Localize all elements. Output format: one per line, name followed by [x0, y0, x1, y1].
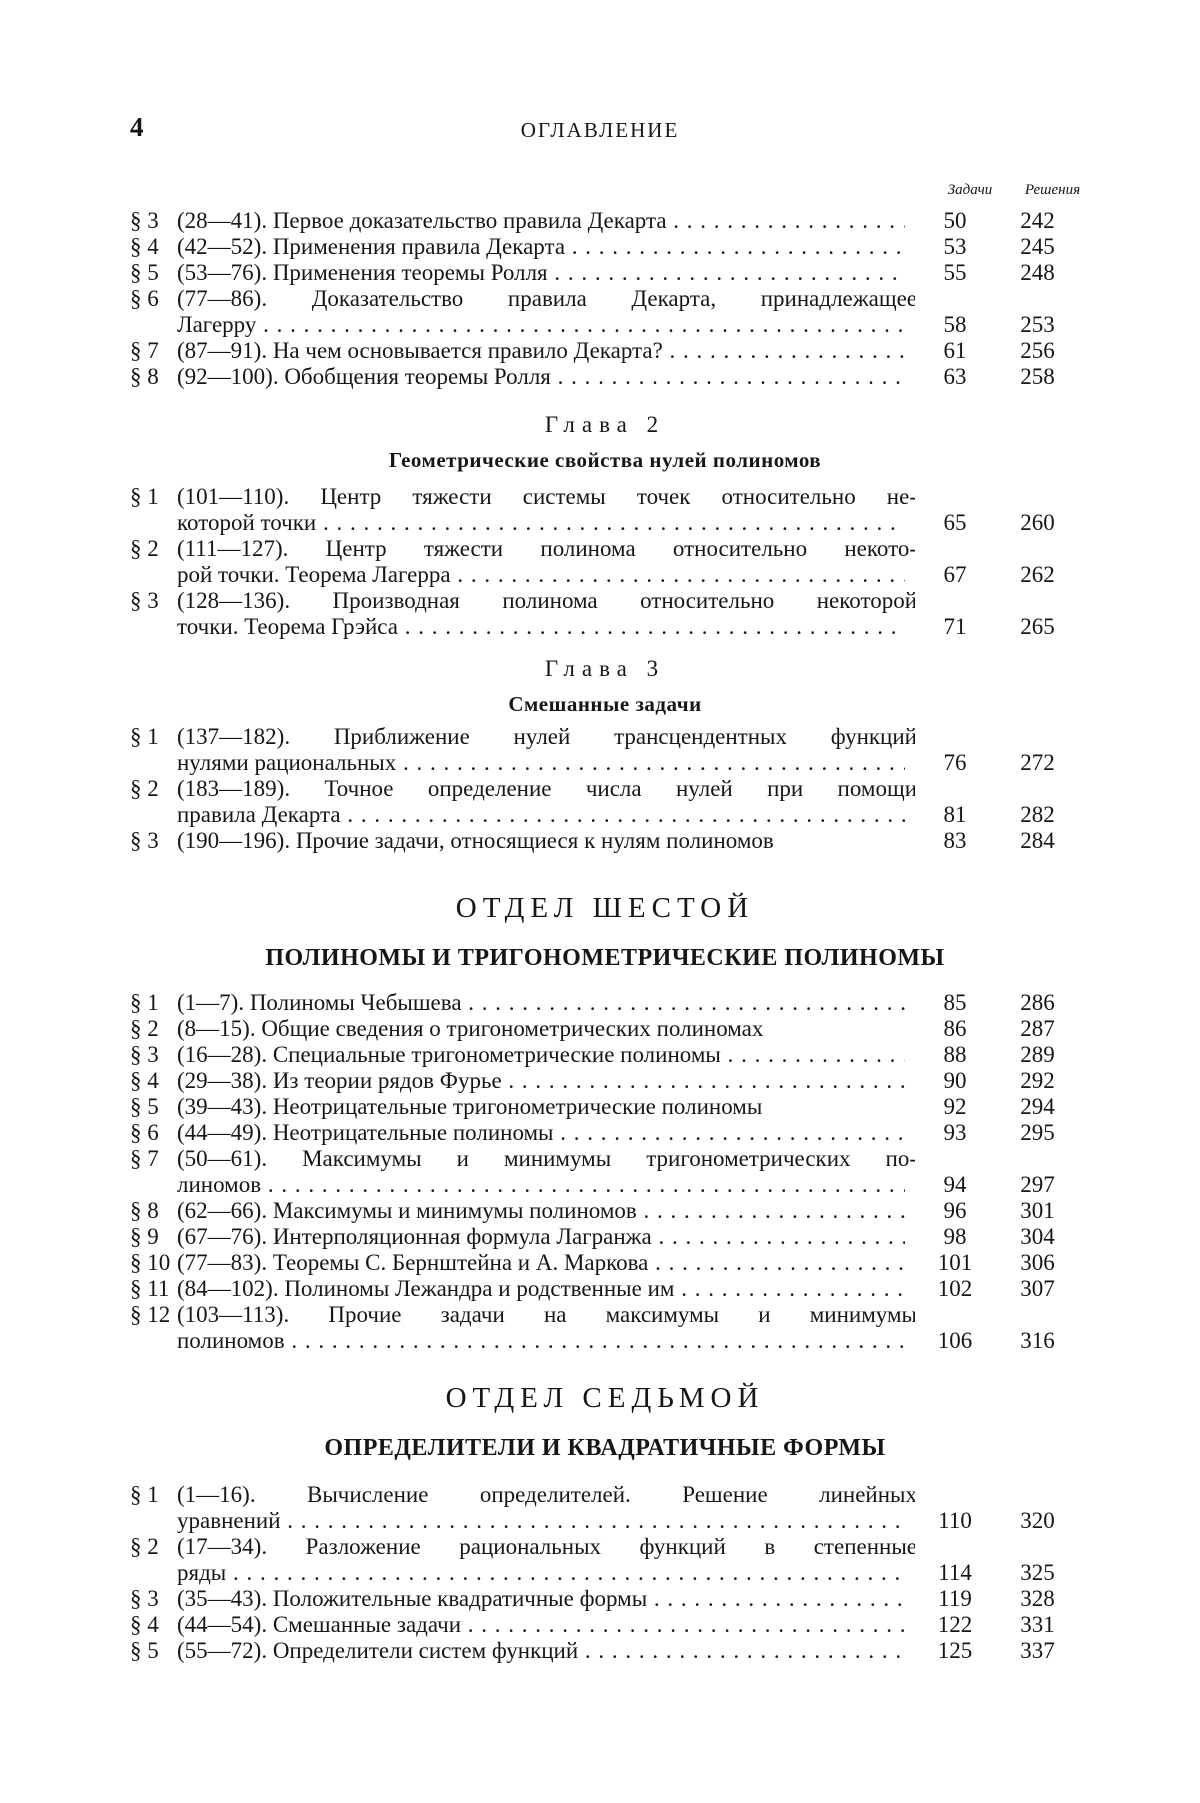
problems-page: 96 — [915, 1198, 995, 1224]
problems-page: 58 — [915, 312, 995, 338]
column-headers — [930, 182, 1095, 206]
problems-page: 102 — [915, 1276, 995, 1302]
entry-title — [177, 1198, 915, 1224]
solutions-page: 272 — [995, 750, 1080, 776]
solutions-page: 320 — [995, 1508, 1080, 1534]
entry-title-line: (44—49). Неотрицательные полиномы . . . — [177, 1120, 905, 1145]
entry-title-line: (39—43). Неотрицательные тригонометрические полиномы — [177, 1094, 762, 1119]
entry-title — [177, 536, 915, 588]
problems-column-header: Задачи — [930, 182, 1010, 199]
problems-page: 86 — [915, 1016, 995, 1042]
entry-title-line: (77—86). Доказательство правила Декарта, принадлежащее — [177, 286, 915, 311]
solutions-page: 289 — [995, 1042, 1080, 1068]
solutions-page: 297 — [995, 1172, 1080, 1198]
entry-title-line: (50—61). Максимумы и минимумы тригонометрических по- — [177, 1146, 915, 1171]
entry-title-line: (92—100). Обобщения теоремы Ролля . . . — [177, 364, 905, 389]
section-number: § 5 — [130, 1638, 177, 1664]
section-number: § 2 — [130, 776, 177, 802]
toc-entry — [130, 1586, 1080, 1612]
page-header — [130, 112, 1070, 152]
entry-title — [177, 990, 915, 1016]
entry-title-line: (103—113). Прочие задачи на максимумы и минимумы — [177, 1302, 915, 1327]
problems-page: 83 — [915, 828, 995, 854]
section-number: § 12 — [130, 1302, 177, 1328]
solutions-page: 295 — [995, 1120, 1080, 1146]
problems-page: 93 — [915, 1120, 995, 1146]
problems-page: 106 — [915, 1328, 995, 1354]
entry-title-line: (16—28). Специальные тригонометрические полиномы . . . — [177, 1042, 905, 1067]
entry-title — [177, 1094, 915, 1120]
toc-entry — [130, 1482, 1080, 1534]
section-number: § 1 — [130, 484, 177, 510]
entry-title-line: правила Декарта . . . — [177, 802, 905, 827]
problems-page: 53 — [915, 234, 995, 260]
entry-title — [177, 828, 915, 854]
entry-title-line: Лагерру . . . — [177, 312, 905, 337]
section-number: § 5 — [130, 260, 177, 286]
problems-page: 110 — [915, 1508, 995, 1534]
section-number: § 2 — [130, 1534, 177, 1560]
section-number: § 3 — [130, 1042, 177, 1068]
entry-title — [177, 776, 915, 828]
part-subtitle: ОПРЕДЕЛИТЕЛИ И КВАДРАТИЧНЫЕ ФОРМЫ — [130, 1435, 1080, 1462]
entry-title-line: точки. Теорема Грэйса . . . — [177, 614, 905, 639]
toc-entry — [130, 1276, 1080, 1302]
solutions-page: 328 — [995, 1586, 1080, 1612]
toc-block-chapter1 — [130, 208, 1080, 390]
toc-entry — [130, 1302, 1080, 1354]
section-number: § 3 — [130, 588, 177, 614]
entry-title-line: уравнений . . . — [177, 1508, 905, 1533]
entry-title — [177, 1276, 915, 1302]
problems-page: 55 — [915, 260, 995, 286]
toc-entry — [130, 364, 1080, 390]
entry-title-line: (8—15). Общие сведения о тригонометрических полиномах — [177, 1016, 763, 1041]
running-title: ОГЛАВЛЕНИЕ — [130, 118, 1070, 143]
problems-page: 122 — [915, 1612, 995, 1638]
solutions-page: 253 — [995, 312, 1080, 338]
entry-title-line: (137—182). Приближение нулей трансцендентных функций — [177, 724, 915, 749]
entry-title-line: (42—52). Применения правила Декарта . . . — [177, 234, 905, 259]
toc-block-part7 — [130, 1482, 1080, 1664]
toc-entry — [130, 724, 1080, 776]
problems-page: 65 — [915, 510, 995, 536]
toc-block-part6 — [130, 990, 1080, 1354]
entry-title — [177, 484, 915, 536]
entry-title-line: (44—54). Смешанные задачи . . . — [177, 1612, 905, 1637]
solutions-page: 307 — [995, 1276, 1080, 1302]
section-number: § 5 — [130, 1094, 177, 1120]
solutions-column-header: Решения — [1010, 182, 1095, 199]
problems-page: 88 — [915, 1042, 995, 1068]
problems-page: 76 — [915, 750, 995, 776]
entry-title-line: (183—189). Точное определение числа нулей при помощи — [177, 776, 915, 801]
entry-title — [177, 1016, 915, 1042]
section-number: § 4 — [130, 1612, 177, 1638]
section-number: § 2 — [130, 1016, 177, 1042]
entry-title-line: нулями рациональных . . . — [177, 750, 905, 775]
section-number: § 1 — [130, 990, 177, 1016]
entry-title-line: (128—136). Производная полинома относительно некоторой — [177, 588, 915, 613]
toc-entry — [130, 776, 1080, 828]
section-number: § 2 — [130, 536, 177, 562]
section-number: § 3 — [130, 828, 177, 854]
entry-title-line: полиномов . . . — [177, 1328, 905, 1353]
toc-entry — [130, 1146, 1080, 1198]
entry-title-line: (101—110). Центр тяжести системы точек относительно не- — [177, 484, 915, 509]
solutions-page: 316 — [995, 1328, 1080, 1354]
problems-page: 101 — [915, 1250, 995, 1276]
entry-title — [177, 1068, 915, 1094]
problems-page: 63 — [915, 364, 995, 390]
entry-title-line: (28—41). Первое доказательство правила Декарта . . . — [177, 208, 905, 233]
chapter-3-heading — [130, 656, 1080, 717]
toc-entry — [130, 338, 1080, 364]
section-number: § 6 — [130, 286, 177, 312]
entry-title — [177, 234, 915, 260]
problems-page: 90 — [915, 1068, 995, 1094]
entry-title — [177, 286, 915, 338]
entry-title-line: (29—38). Из теории рядов Фурье . . . — [177, 1068, 905, 1093]
toc-block-chapter2 — [130, 484, 1080, 640]
problems-page: 98 — [915, 1224, 995, 1250]
entry-title-line: рой точки. Теорема Лагерра . . . — [177, 562, 905, 587]
solutions-page: 284 — [995, 828, 1080, 854]
chapter-title: Геометрические свойства нулей полиномов — [130, 448, 1080, 473]
entry-title-line: (67—76). Интерполяционная формула Лагранжа . . . — [177, 1224, 905, 1249]
solutions-page: 258 — [995, 364, 1080, 390]
toc-entry — [130, 1534, 1080, 1586]
entry-title-line: (77—83). Теоремы С. Бернштейна и А. Маркова . . . — [177, 1250, 905, 1275]
toc-entry — [130, 484, 1080, 536]
entry-title-line: (1—7). Полиномы Чебышева . . . — [177, 990, 905, 1015]
problems-page: 125 — [915, 1638, 995, 1664]
entry-title-line: (84—102). Полиномы Лежандра и родственные им . . . — [177, 1276, 905, 1301]
entry-title — [177, 1534, 915, 1586]
solutions-page: 248 — [995, 260, 1080, 286]
problems-page: 114 — [915, 1560, 995, 1586]
solutions-page: 242 — [995, 208, 1080, 234]
entry-title-line: (190—196). Прочие задачи, относящиеся к нулям полиномов — [177, 828, 774, 853]
entry-title-line: (62—66). Максимумы и минимумы полиномов . . . — [177, 1198, 905, 1223]
toc-entry — [130, 1250, 1080, 1276]
solutions-page: 304 — [995, 1224, 1080, 1250]
entry-title-line: (53—76). Применения теоремы Ролля . . . — [177, 260, 905, 285]
problems-page: 67 — [915, 562, 995, 588]
toc-entry — [130, 828, 1080, 854]
book-page — [0, 0, 1200, 1803]
entry-title — [177, 1224, 915, 1250]
entry-title — [177, 724, 915, 776]
toc-entry — [130, 1016, 1080, 1042]
entry-title — [177, 260, 915, 286]
solutions-page: 301 — [995, 1198, 1080, 1224]
chapter-label: Глава 3 — [130, 656, 1080, 682]
solutions-page: 294 — [995, 1094, 1080, 1120]
toc-entry — [130, 1638, 1080, 1664]
part-6-heading — [130, 892, 1080, 972]
solutions-page: 245 — [995, 234, 1080, 260]
part-title: ОТДЕЛ СЕДЬМОЙ — [130, 1382, 1080, 1415]
solutions-page: 287 — [995, 1016, 1080, 1042]
solutions-page: 292 — [995, 1068, 1080, 1094]
entry-title-line: (111—127). Центр тяжести полинома относительно некото- — [177, 536, 915, 561]
entry-title — [177, 1042, 915, 1068]
entry-title-line: (35—43). Положительные квадратичные формы . . . — [177, 1586, 905, 1611]
section-number: § 10 — [130, 1250, 177, 1276]
toc-entry — [130, 536, 1080, 588]
entry-title — [177, 1146, 915, 1198]
entry-title — [177, 338, 915, 364]
part-title: ОТДЕЛ ШЕСТОЙ — [130, 892, 1080, 925]
toc-entry — [130, 1120, 1080, 1146]
entry-title-line: линомов . . . — [177, 1172, 905, 1197]
problems-page: 94 — [915, 1172, 995, 1198]
section-number: § 6 — [130, 1120, 177, 1146]
entry-title-line: (1—16). Вычисление определителей. Решение линейных — [177, 1482, 915, 1507]
chapter-label: Глава 2 — [130, 412, 1080, 438]
toc-entry — [130, 588, 1080, 640]
solutions-page: 256 — [995, 338, 1080, 364]
toc-entry — [130, 234, 1080, 260]
section-number: § 4 — [130, 234, 177, 260]
entry-title — [177, 1612, 915, 1638]
chapter-title: Смешанные задачи — [130, 692, 1080, 717]
section-number: § 3 — [130, 1586, 177, 1612]
section-number: § 9 — [130, 1224, 177, 1250]
toc-entry — [130, 1068, 1080, 1094]
entry-title — [177, 1302, 915, 1354]
page-number: 4 — [130, 112, 144, 143]
entry-title-line: (55—72). Определители систем функций . . . — [177, 1638, 905, 1663]
toc-entry — [130, 1612, 1080, 1638]
entry-title — [177, 364, 915, 390]
toc-entry — [130, 1042, 1080, 1068]
toc-entry — [130, 1094, 1080, 1120]
solutions-page: 331 — [995, 1612, 1080, 1638]
entry-title — [177, 1120, 915, 1146]
toc-entry — [130, 260, 1080, 286]
entry-title-line: (17—34). Разложение рациональных функций в степенные — [177, 1534, 915, 1559]
entry-title-line: (87—91). На чем основывается правило Декарта? . . . — [177, 338, 905, 363]
toc-entry — [130, 286, 1080, 338]
problems-page: 92 — [915, 1094, 995, 1120]
solutions-page: 260 — [995, 510, 1080, 536]
toc-entry — [130, 1224, 1080, 1250]
solutions-page: 306 — [995, 1250, 1080, 1276]
part-subtitle: ПОЛИНОМЫ И ТРИГОНОМЕТРИЧЕСКИЕ ПОЛИНОМЫ — [130, 945, 1080, 972]
section-number: § 3 — [130, 208, 177, 234]
entry-title — [177, 588, 915, 640]
entry-title-line: которой точки . . . — [177, 510, 905, 535]
entry-title-line: ряды . . . — [177, 1560, 905, 1585]
part-7-heading — [130, 1382, 1080, 1462]
problems-page: 119 — [915, 1586, 995, 1612]
entry-title — [177, 1638, 915, 1664]
entry-title — [177, 208, 915, 234]
solutions-page: 286 — [995, 990, 1080, 1016]
section-number: § 4 — [130, 1068, 177, 1094]
problems-page: 61 — [915, 338, 995, 364]
solutions-page: 282 — [995, 802, 1080, 828]
section-number: § 8 — [130, 364, 177, 390]
toc-entry — [130, 990, 1080, 1016]
problems-page: 81 — [915, 802, 995, 828]
entry-title — [177, 1586, 915, 1612]
section-number: § 1 — [130, 1482, 177, 1508]
entry-title — [177, 1250, 915, 1276]
solutions-page: 325 — [995, 1560, 1080, 1586]
toc-entry — [130, 1198, 1080, 1224]
solutions-page: 265 — [995, 614, 1080, 640]
section-number: § 8 — [130, 1198, 177, 1224]
section-number: § 11 — [130, 1276, 177, 1302]
solutions-page: 337 — [995, 1638, 1080, 1664]
solutions-page: 262 — [995, 562, 1080, 588]
problems-page: 50 — [915, 208, 995, 234]
toc-entry — [130, 208, 1080, 234]
problems-page: 71 — [915, 614, 995, 640]
section-number: § 7 — [130, 338, 177, 364]
chapter-2-heading — [130, 412, 1080, 473]
problems-page: 85 — [915, 990, 995, 1016]
entry-title — [177, 1482, 915, 1534]
section-number: § 7 — [130, 1146, 177, 1172]
section-number: § 1 — [130, 724, 177, 750]
toc-block-chapter3 — [130, 724, 1080, 854]
